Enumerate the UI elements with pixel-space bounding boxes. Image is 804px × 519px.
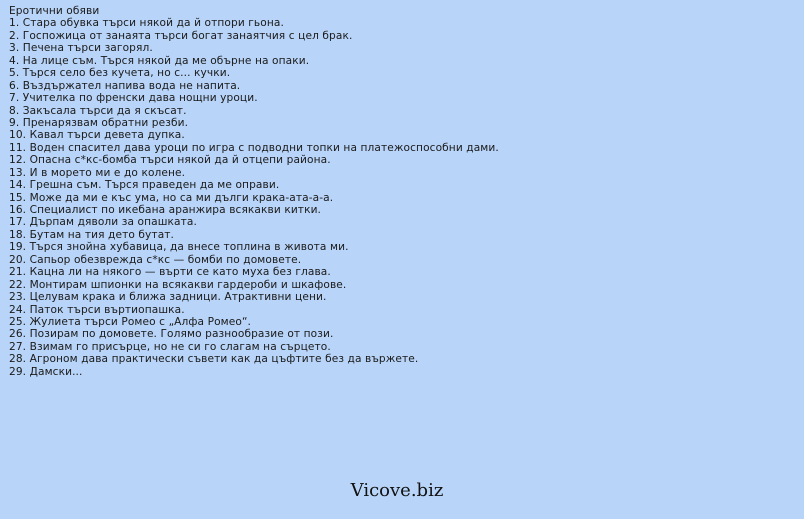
list-item: 7. Учителка по френски дава нощни уроци. <box>9 92 258 105</box>
list-item: 9. Пренарязвам обратни резби. <box>9 116 189 129</box>
list-item: 8. Закъсала търси да я скъсат. <box>9 104 187 117</box>
list-item: 29. Дамски... <box>9 365 83 378</box>
list-item: 13. И в морето ми е до колене. <box>9 166 186 179</box>
list-item: 20. Сапьор обезврежда с*кс — бомби по домовете. <box>9 253 302 266</box>
list-item: 18. Бутам на тия дето бутат. <box>9 228 175 241</box>
list-item: 25. Жулиета търси Ромео с „Алфа Ромео“. <box>9 315 252 328</box>
list-item: 14. Грешна съм. Търся праведен да ме оправи. <box>9 179 280 192</box>
list-item: 23. Целувам крака и ближа задници. Атрактивни цени. <box>9 291 327 304</box>
list-item: 22. Монтирам шпионки на всякакви гардероби и шкафове. <box>9 278 347 291</box>
list-item: 12. Опасна с*кс-бомба търси някой да й отцепи района. <box>9 154 331 167</box>
list-item: 27. Взимам го присърце, но не си го слагам на сърцето. <box>9 340 331 353</box>
list-item: 21. Кацна ли на някого — върти се като муха без глава. <box>9 266 331 279</box>
list-item: 24. Паток търси въртиопашка. <box>9 303 185 316</box>
list-item: 26. Позирам по домовете. Голямо разнообразие от пози. <box>9 328 334 341</box>
list-item: 4. На лице съм. Търся някой да ме обърне на опаки. <box>9 54 310 67</box>
list-item: 2. Госпожица от занаята търси богат занаятчия с цел брак. <box>9 29 353 42</box>
page-title: Еротични обяви <box>9 5 100 17</box>
list-item: 6. Въздържател напива вода не напита. <box>9 79 241 92</box>
list-item: 19. Търся знойна хубавица, да внесе топлина в живота ми. <box>9 241 349 254</box>
list-item: 11. Воден спасител дава уроци по игра с подводни топки на платежоспособни дами. <box>9 141 499 154</box>
list-item: 15. Може да ми е къс ума, но са ми дълги крака-ата-а-а. <box>9 191 334 204</box>
list-item: 28. Агроном дава практически съвети как да цъфтите без да вържете. <box>9 353 419 366</box>
list-item: 17. Дърпам дяволи за опашката. <box>9 216 197 229</box>
joke-content <box>9 5 789 378</box>
list-item: 1. Стара обувка търси някой да й отпори гьона. <box>9 17 284 30</box>
list-item: 3. Печена търси загорял. <box>9 42 153 55</box>
list-item: 5. Търся село без кучета, но с... кучки. <box>9 67 231 80</box>
list-item: 16. Специалист по икебана аранжира всякакви китки. <box>9 204 322 216</box>
list-item: 10. Кавал търси девета дупка. <box>9 129 185 142</box>
site-watermark: Vicove.biz <box>350 480 444 501</box>
